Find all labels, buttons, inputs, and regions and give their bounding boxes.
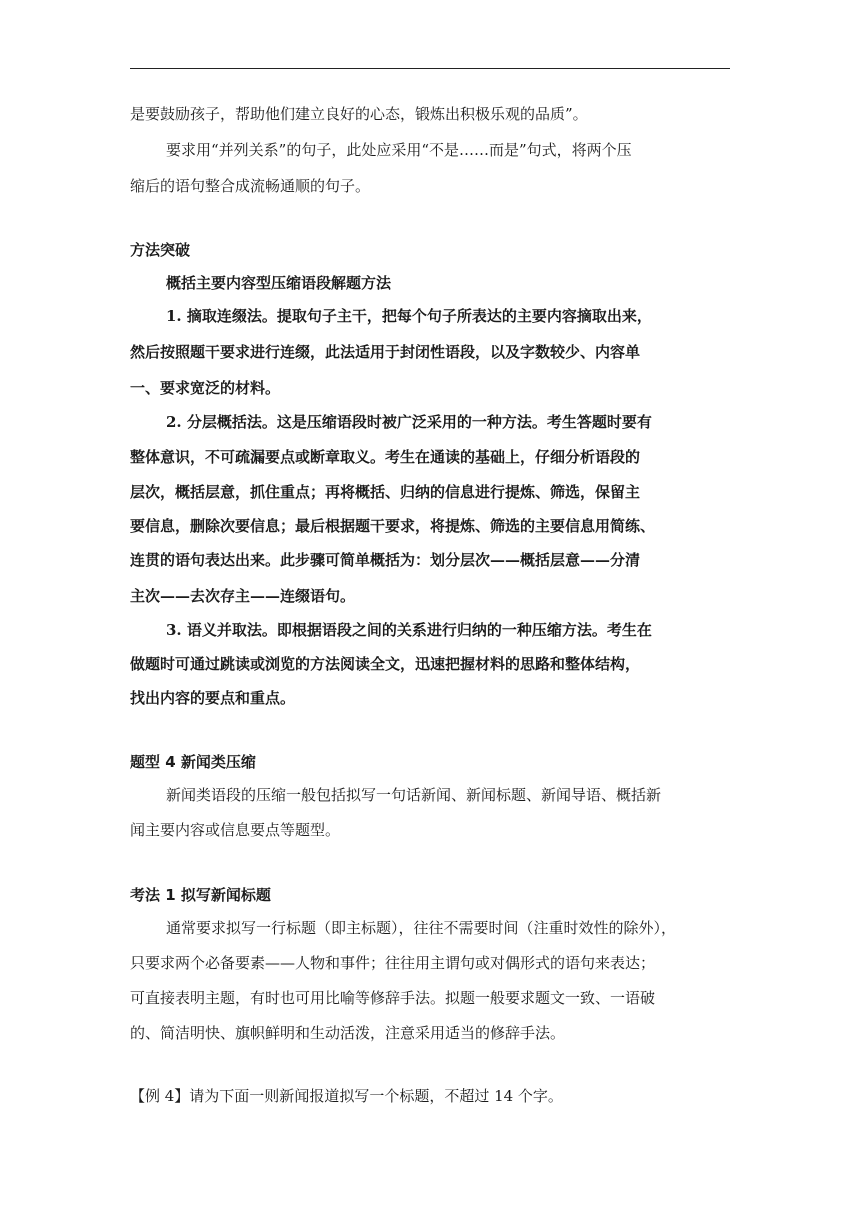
method-line: 做题时可通过跳读或浏览的方法阅读全文，迅速把握材料的思路和整体结构， xyxy=(130,655,641,673)
paragraph-line: 缩后的语句整合成流畅通顺的句子。 xyxy=(130,177,371,195)
subsection-heading: 概括主要内容型压缩语段解题方法 xyxy=(166,274,392,292)
paragraph-line: 是要鼓励孩子，帮助他们建立良好的心态，锻炼出积极乐观的品质”。 xyxy=(130,105,588,123)
method-line: 整体意识，不可疏漏要点或断章取义。考生在通读的基础上，仔细分析语段的 xyxy=(130,448,641,466)
paragraph-line: 通常要求拟写一行标题（即主标题），往往不需要时间（注重时效性的除外）， xyxy=(166,919,677,937)
section-heading: 方法突破 xyxy=(130,241,191,259)
method-line: 3. 语义并取法。即根据语段之间的关系进行归纳的一种压缩方法。考生在 xyxy=(166,621,652,639)
section-heading: 考法 1 拟写新闻标题 xyxy=(130,886,271,904)
method-line: 2. 分层概括法。这是压缩语段时被广泛采用的一种方法。考生答题时要有 xyxy=(166,413,652,431)
method-line: 要信息，删除次要信息；最后根据题干要求，将提炼、筛选的主要信息用简练、 xyxy=(130,517,656,535)
section-heading: 题型 4 新闻类压缩 xyxy=(130,753,256,771)
paragraph-line: 只要求两个必备要素——人物和事件；往往用主谓句或对偶形式的语句来表达； xyxy=(130,954,656,972)
method-line: 找出内容的要点和重点。 xyxy=(130,689,296,707)
method-line: 一、要求宽泛的材料。 xyxy=(130,379,281,397)
method-line: 连贯的语句表达出来。此步骤可简单概括为：划分层次——概括层意——分清 xyxy=(130,551,641,569)
example-prompt: 【例 4】请为下面一则新闻报道拟写一个标题，不超过 14 个字。 xyxy=(130,1087,563,1105)
paragraph-line: 要求用“并列关系”的句子，此处应采用“不是……而是”句式，将两个压 xyxy=(166,141,632,159)
paragraph-line: 新闻类语段的压缩一般包括拟写一句话新闻、新闻标题、新闻导语、概括新 xyxy=(166,786,662,804)
paragraph-line: 的、简洁明快、旗帜鲜明和生动活泼，注意采用适当的修辞手法。 xyxy=(130,1024,566,1042)
header-rule xyxy=(130,68,730,69)
paragraph-line: 可直接表明主题，有时也可用比喻等修辞手法。拟题一般要求题文一致、一语破 xyxy=(130,989,656,1007)
method-line: 主次——去次存主——连缀语句。 xyxy=(130,587,356,605)
method-line: 层次，概括层意，抓住重点；再将概括、归纳的信息进行提炼、筛选，保留主 xyxy=(130,483,641,501)
method-line: 1. 摘取连缀法。提取句子主干，把每个句子所表达的主要内容摘取出来， xyxy=(166,307,652,325)
paragraph-line: 闻主要内容或信息要点等题型。 xyxy=(130,821,341,839)
method-line: 然后按照题干要求进行连缀，此法适用于封闭性语段，以及字数较少、内容单 xyxy=(130,343,641,361)
